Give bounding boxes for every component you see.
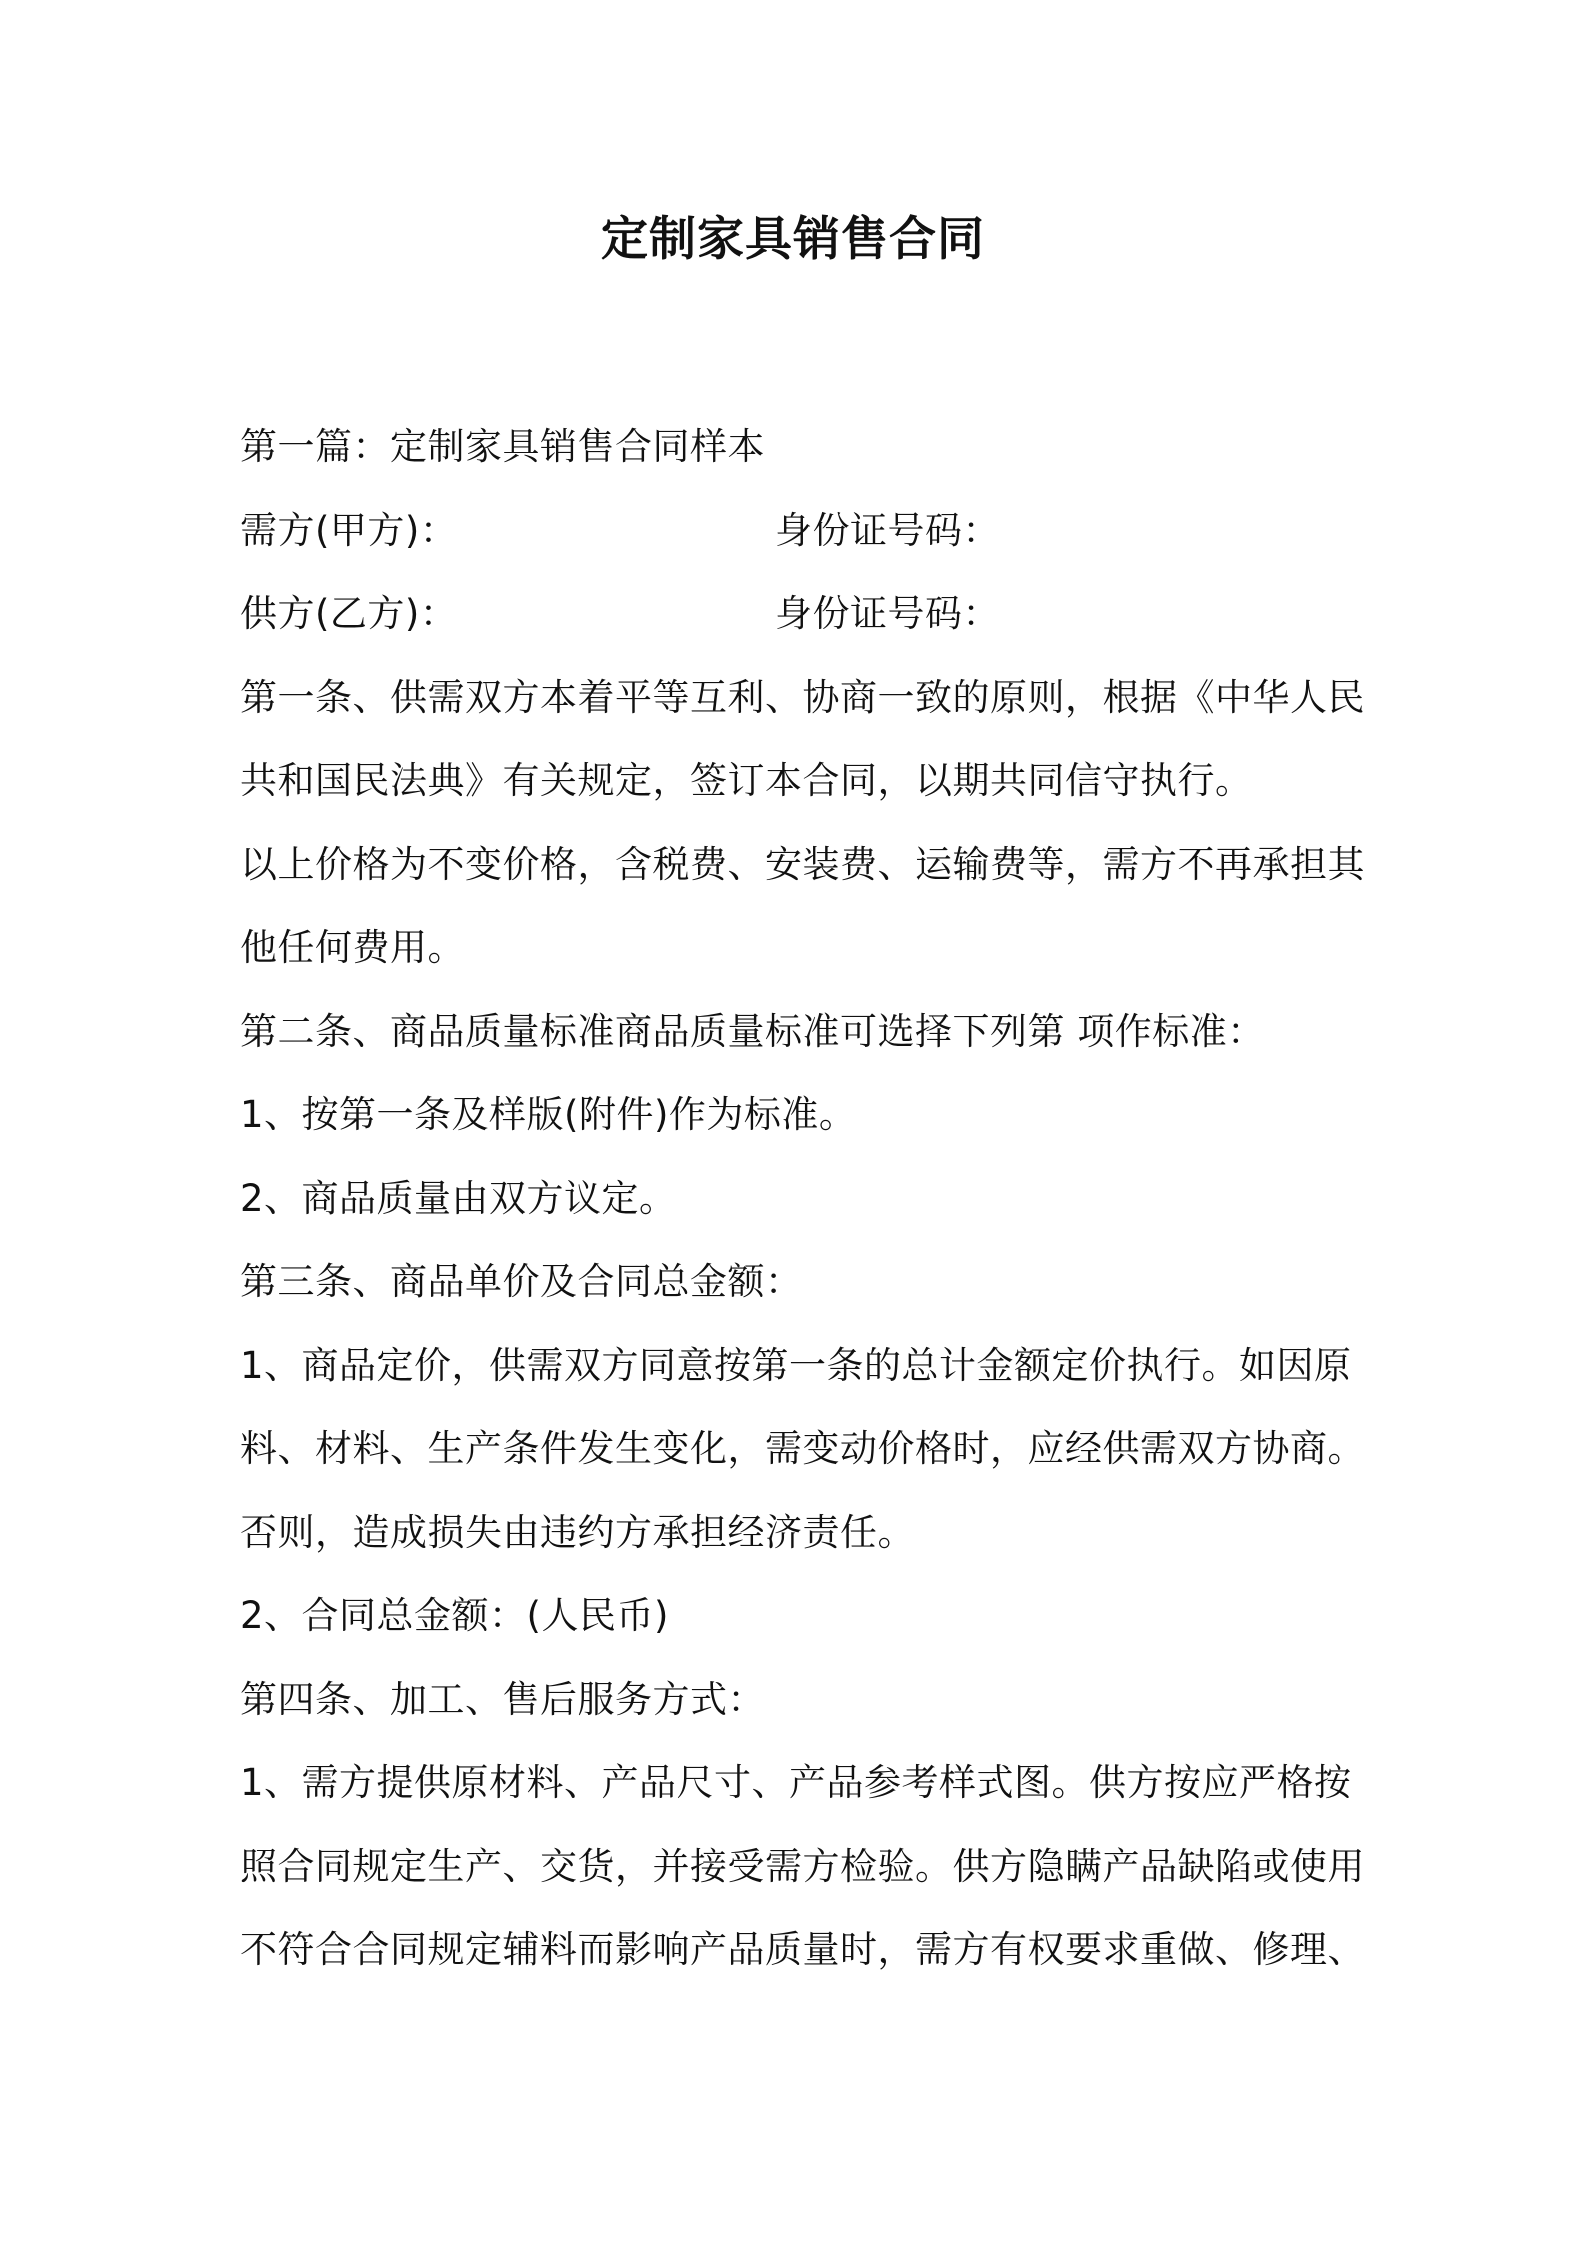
document-title: 定制家具销售合同: [601, 212, 985, 267]
clause-line: 1、按第一条及样版(附件)作为标准。: [240, 1093, 857, 1136]
clause-line: 第二条、商品质量标准商品质量标准可选择下列第 项作标准：: [240, 1009, 1265, 1053]
clause-line: 第三条、商品单价及合同总金额：: [240, 1260, 803, 1303]
clause-line: 料、材料、生产条件发生变化，需变动价格时，应经供需双方协商。: [240, 1427, 1365, 1470]
clause-line: 共和国民法典》有关规定，签订本合同，以期共同信守执行。: [240, 759, 1253, 802]
buyer-id-label: 身份证号码：: [775, 508, 1000, 552]
clause-line: 2、合同总金额：(人民币): [240, 1594, 669, 1637]
clause-line: 第四条、加工、售后服务方式：: [240, 1677, 765, 1721]
clause-line: 第一条、供需双方本着平等互利、协商一致的原则，根据《中华人民: [240, 675, 1365, 719]
document-body: [240, 405, 1365, 1992]
seller-row: [240, 572, 1360, 656]
section-heading: 第一篇：定制家具销售合同样本: [240, 425, 765, 468]
clause-line: 以上价格为不变价格，含税费、安装费、运输费等，需方不再承担其: [240, 842, 1365, 886]
buyer-row: [240, 489, 1360, 573]
buyer-label: 需方(甲方)：: [240, 508, 458, 552]
clause-line: 1、需方提供原材料、产品尺寸、产品参考样式图。供方按应严格按: [240, 1761, 1352, 1804]
clause-line: 不符合合同规定辅料而影响产品质量时，需方有权要求重做、修理、: [240, 1928, 1365, 1971]
seller-id-label: 身份证号码：: [775, 592, 1000, 635]
seller-label: 供方(乙方)：: [240, 592, 458, 635]
clause-line: 2、商品质量由双方议定。: [240, 1176, 677, 1220]
clause-line: 否则，造成损失由违约方承担经济责任。: [240, 1510, 915, 1554]
clause-line: 他任何费用。: [240, 926, 465, 969]
clause-line: 照合同规定生产、交货，并接受需方检验。供方隐瞒产品缺陷或使用: [240, 1844, 1365, 1888]
clause-line: 1、商品定价，供需双方同意按第一条的总计金额定价执行。如因原: [240, 1343, 1352, 1387]
